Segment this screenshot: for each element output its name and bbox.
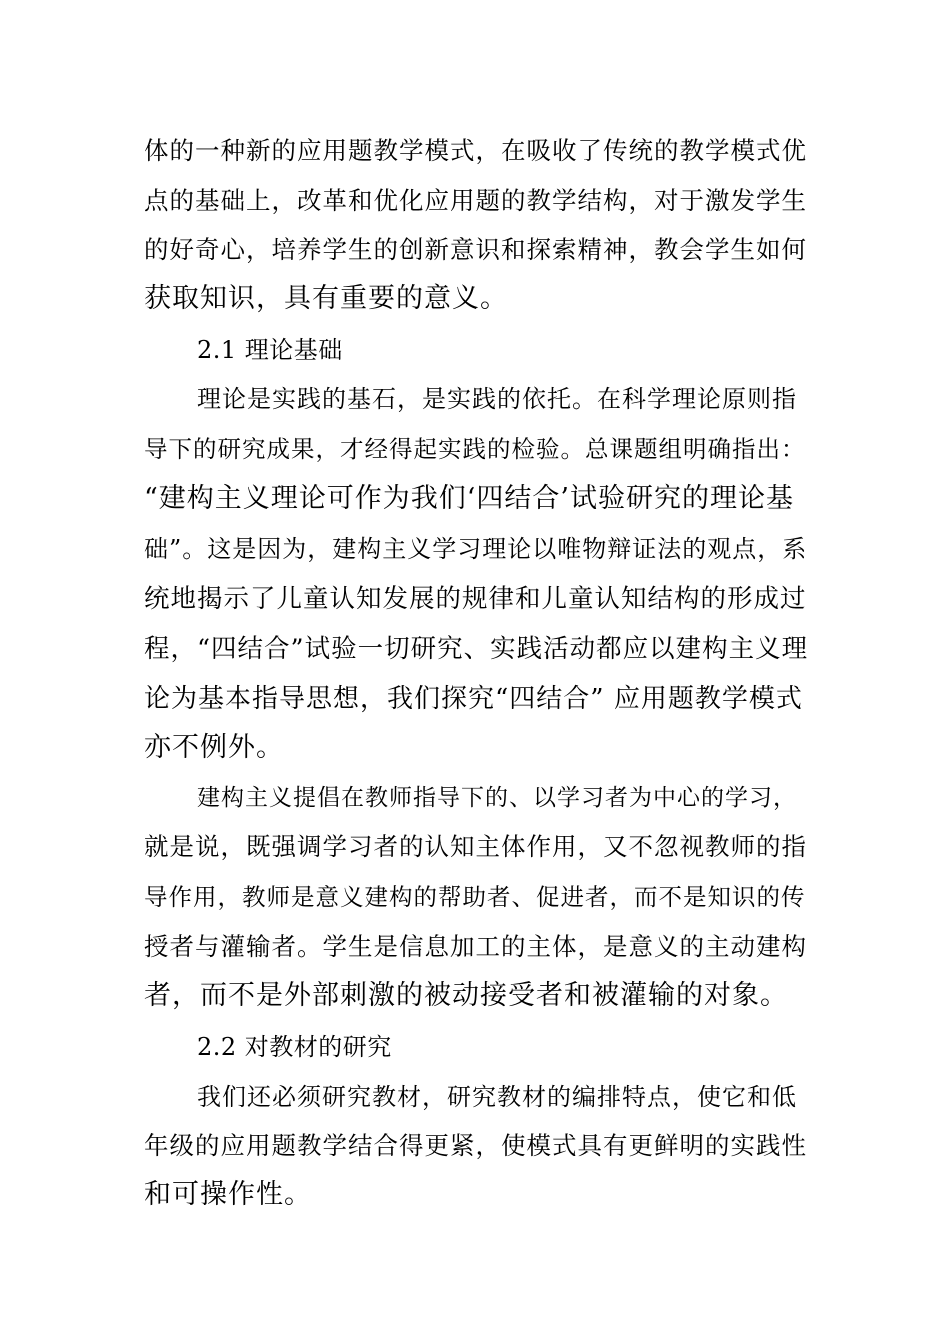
text-line: “建构主义理论可作为我们‘四结合’试验研究的理论基 <box>144 483 794 514</box>
text-line: 就是说，既强调学习者的认知主体作用，又不忽视教师的指 <box>144 832 807 861</box>
text-line: 亦不例外。 <box>144 732 284 763</box>
text-line: 者，而不是外部刺激的被动接受者和被灌输的对象。 <box>144 980 788 1011</box>
text-line: 点的基础上，改革和优化应用题的教学结构，对于激发学生 <box>144 186 807 215</box>
text-line: 导作用，教师是意义建构的帮助者、促进者，而不是知识的传 <box>144 883 806 911</box>
text-line: 理论是实践的基石，是实践的依托。在科学理论原则指 <box>197 385 797 413</box>
text-line: 授者与灌输者。学生是信息加工的主体，是意义的主动建构 <box>144 932 807 961</box>
text-line: 我们还必须研究教材，研究教材的编排特点，使它和低 <box>197 1083 797 1111</box>
text-line: 论为基本指导思想，我们探究“四结合” 应用题教学模式 <box>144 684 803 714</box>
text-line: 获取知识，具有重要的意义。 <box>144 283 508 314</box>
text-line: 础”。这是因为，建构主义学习理论以唯物辩证法的观点，系 <box>144 535 808 563</box>
section-heading: 2.1 理论基础 <box>197 336 343 364</box>
section-heading: 2.2 对教材的研究 <box>197 1033 392 1061</box>
text-line: 和可操作性。 <box>144 1179 312 1210</box>
text-line: 的好奇心，培养学生的创新意识和探索精神，教会学生如何 <box>144 235 807 264</box>
text-line: 建构主义提倡在教师指导下的、以学习者为中心的学习， <box>197 785 797 811</box>
text-line: 年级的应用题教学结合得更紧，使模式具有更鲜明的实践性 <box>144 1131 807 1160</box>
text-line: 统地揭示了儿童认知发展的规律和儿童认知结构的形成过 <box>144 584 807 614</box>
text-line: 程，“四结合”试验一切研究、实践活动都应以建构主义理 <box>144 634 809 664</box>
text-line: 导下的研究成果，才经得起实践的检验。总课题组明确指出： <box>144 435 806 463</box>
text-line: 体的一种新的应用题教学模式，在吸收了传统的教学模式优 <box>144 136 807 165</box>
